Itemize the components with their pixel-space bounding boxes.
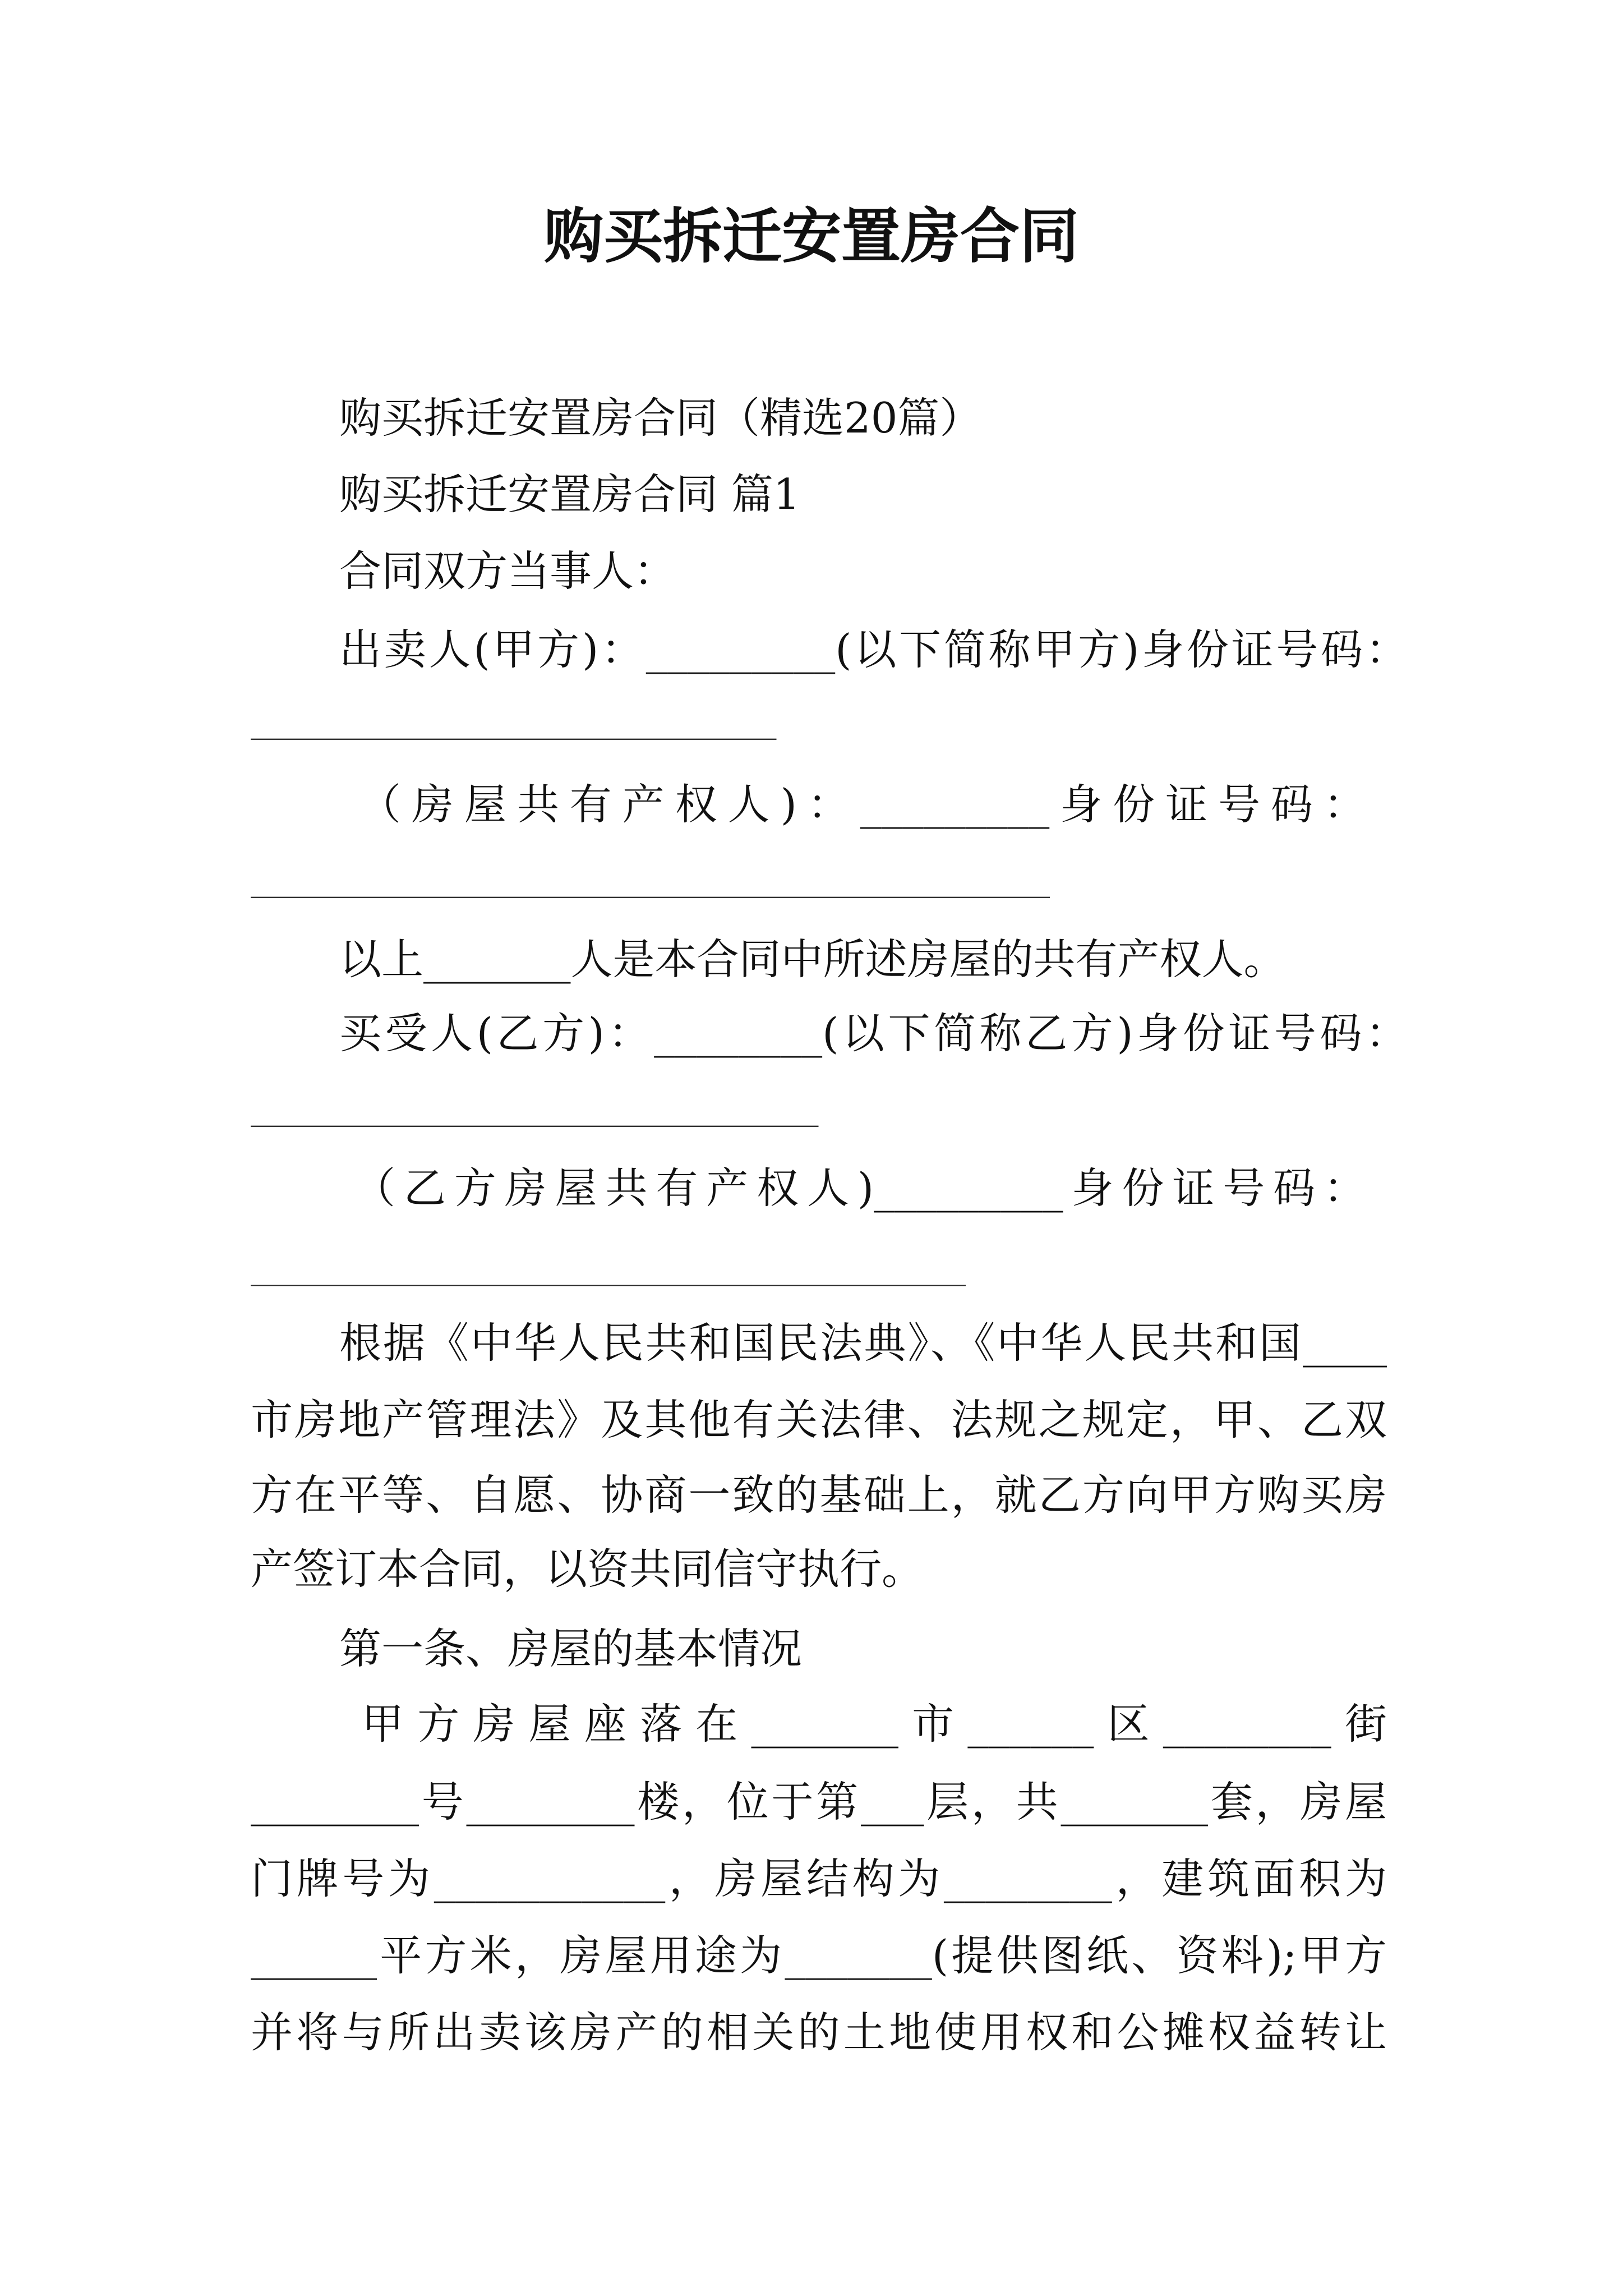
- article-1-line: 门牌号为___________，房屋结构为________，建筑面积为: [251, 1854, 1387, 1903]
- preamble-line: 市房地产管理法》及其他有关法律、法规之规定，甲、乙双: [251, 1395, 1387, 1444]
- article-title: 购买拆迁安置房合同 篇1: [339, 470, 800, 519]
- seller-co-owner-line: （房屋共有产权人)：_________身份证号码：: [359, 780, 1366, 829]
- article-1-line: 甲方房屋座落在_______市______区________街: [362, 1699, 1387, 1749]
- collection-title: 购买拆迁安置房合同（精选20篇）: [339, 393, 982, 443]
- article-1-line: ________号________楼，位于第___层，共_______套，房屋: [251, 1777, 1387, 1826]
- parties-label: 合同双方当事人：: [339, 546, 676, 596]
- buyer-co-owner-id-blank: __________________________________: [251, 1241, 966, 1286]
- article-1-line: 并将与所出卖该房产的相关的土地使用权和公摊权益转让: [251, 2008, 1387, 2057]
- article-1-line: ______平方米，房屋用途为_______(提供图纸、资料);甲方: [251, 1931, 1387, 1980]
- co-owner-note: 以上_______人是本合同中所述房屋的共有产权人。: [339, 935, 1286, 984]
- buyer-line: 买受人(乙方)：________(以下简称乙方)身份证号码：: [339, 1009, 1408, 1058]
- seller-line: 出卖人(甲方)：_________(以下简称甲方)身份证号码：: [339, 625, 1408, 674]
- seller-co-owner-id-blank: ______________________________________: [251, 853, 1050, 898]
- buyer-co-owner-line: （乙方房屋共有产权人)_________身份证号码：: [353, 1163, 1366, 1213]
- preamble-line: 产签订本合同，以资共同信守执行。: [251, 1544, 924, 1594]
- preamble-line: 根据《中华人民共和国民法典》、《中华人民共和国____: [339, 1318, 1387, 1368]
- seller-id-blank: _________________________: [251, 695, 777, 740]
- article-1-heading: 第一条、房屋的基本情况: [339, 1624, 803, 1673]
- buyer-id-blank: ___________________________: [251, 1082, 819, 1127]
- document-title: 购买拆迁安置房合同: [544, 201, 1079, 271]
- preamble-line: 方在平等、自愿、协商一致的基础上，就乙方向甲方购买房: [251, 1470, 1387, 1520]
